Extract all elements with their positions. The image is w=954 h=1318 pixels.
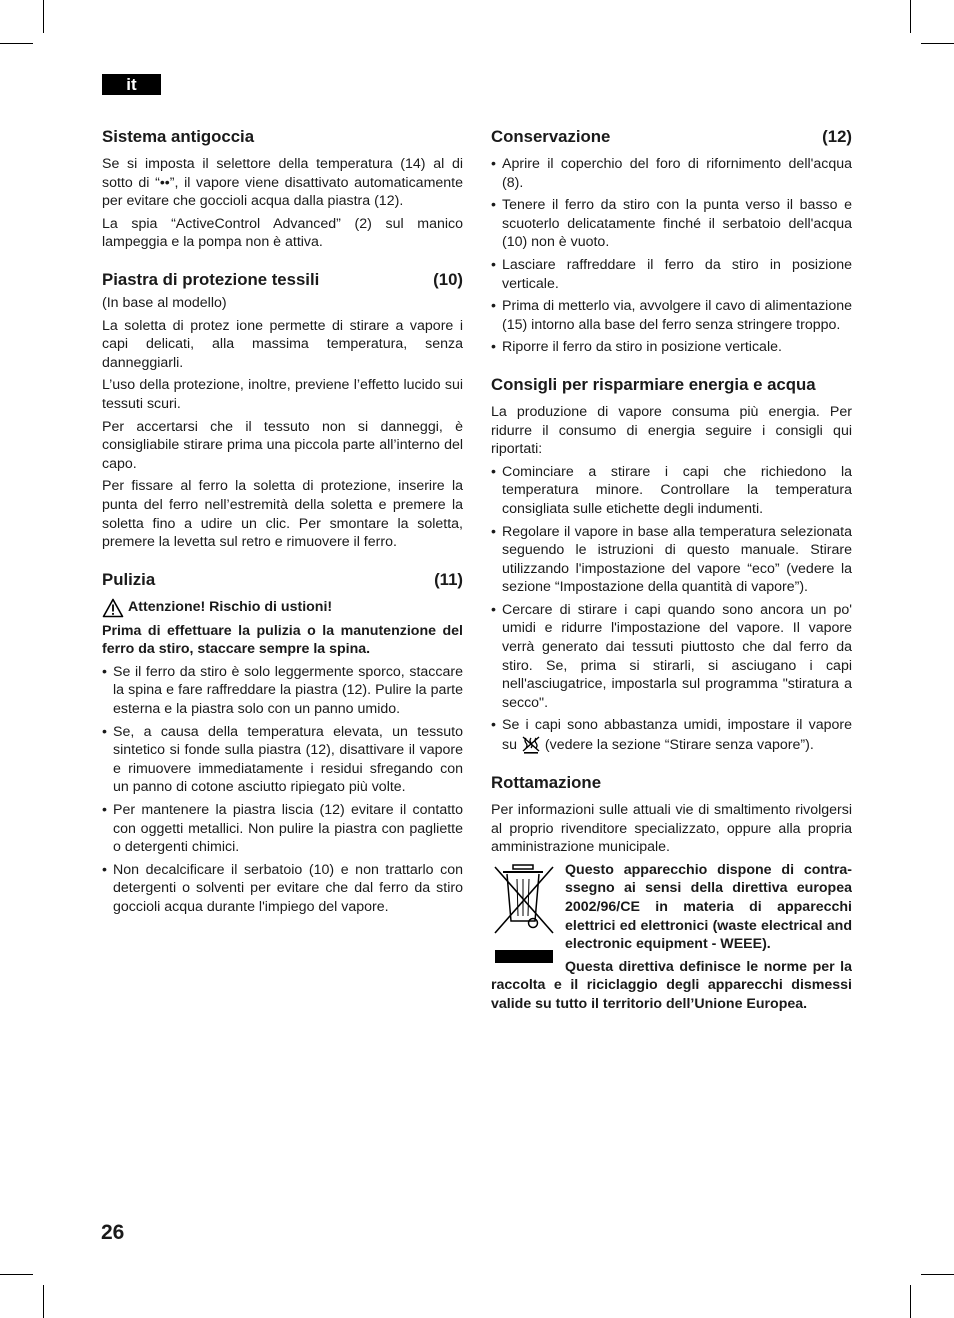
weee-figure [491, 861, 557, 964]
paragraph: La soletta di protez ione permette di stirare a vapore i capi delicati, alla massima temperatura, senza danneggiarli. [102, 317, 463, 371]
list-item-text: Se i capi sono abbastanza umidi, impostare il vapore su [502, 717, 852, 753]
section-title [491, 374, 852, 396]
section-title [102, 126, 463, 148]
paragraph: Prima di effettuare la pulizia o la manutenzione del ferro da stiro, staccare sempre la spina. [102, 622, 463, 658]
list-item: • Prima di metterlo via, avvolgere il cavo di alimentazione (15) intorno alla base del ferro senza stringere troppo. [491, 297, 852, 334]
crop-mark [921, 1274, 954, 1275]
paragraph: (In base al modello) [102, 294, 227, 311]
section-title-text: Conservazione [491, 127, 611, 146]
crop-mark [43, 1285, 44, 1318]
paragraph: La spia “ActiveControl Advanced” (2) sul manico lampeggia e la pompa non è attiva. [102, 215, 463, 251]
paragraph: Per informazioni sulle attuali vie di smaltimento rivolgersi al proprio rivenditore specializzato, oppure alla propria amministrazione municipale. [491, 802, 852, 856]
weee-bar [495, 950, 553, 963]
section-title-text: Pulizia [102, 569, 156, 589]
section-title [102, 269, 463, 291]
section-title-text: Consigli per risparmiare energia e acqua [491, 374, 816, 394]
section-disposal [491, 772, 852, 1018]
list-item: • Se il ferro da stiro è solo leggermente sporco, staccare la spina e fare raffreddare la piastra (12). Pulire la parte esterna e la piastra solo con un panno umido. [102, 663, 463, 719]
crop-mark [0, 43, 33, 44]
bullet-list [491, 155, 852, 357]
section-number: (10) [433, 269, 463, 289]
section-title-text: Rottamazione [491, 773, 602, 793]
list-item: • Lasciare raffreddare il ferro da stiro in posizione verticale. [491, 256, 852, 293]
list-item [491, 716, 852, 755]
list-item: • Tenere il ferro da stiro con la punta verso il basso e scuoterlo delicatamente finché il serbatoio dell'acqua (10) non è vuoto. [491, 196, 852, 252]
warning-notice [102, 598, 463, 618]
page-number: 26 [101, 1221, 125, 1244]
section-title-text: Sistema antigoccia [102, 127, 255, 146]
list-item: • Aprire il coperchio del foro di rifornimento dell'acqua (8). [491, 155, 852, 192]
list-item-text: (vedere la sezione “Stirare senza vapore”). [544, 736, 814, 753]
warning-text: Attenzione! Rischio di ustioni! [128, 599, 333, 616]
paragraph: L’uso della protezione, inoltre, previene l’effetto lucido sui tessuti scuri. [102, 377, 463, 412]
crop-mark [910, 0, 911, 33]
section-number: (11) [434, 569, 463, 589]
section-number: (12) [822, 127, 852, 146]
bullet-list [491, 463, 852, 755]
section-title [491, 126, 852, 148]
crossed-bin-icon [491, 861, 557, 937]
paragraph: Questo apparecchio dispone di contra-ssegno ai sensi della direttiva europea 2002/96/CE in materia di apparecchi elettrici ed elettronici (waste electrical and electronic equipment - WEEE). [565, 861, 852, 953]
crop-mark [910, 1285, 911, 1318]
list-item: • Regolare il vapore in base alla temperatura selezionata seguendo le istruzioni di questo manuale. Stirare utilizzando l'impostazione del vapore “eco” (vedere la sezione “Impostazione della quantità di vapore”). [491, 523, 852, 597]
list-item: • Cominciare a stirare i capi che richiedono la temperatura minore. Controllare la temperatura consigliata sulle etichette degli indumenti. [491, 463, 852, 519]
list-item: • Se, a causa della temperatura elevata, un tessuto sintetico si fonde sulla piastra (12), disattivare il vapore e rimuovere immediatamente i residui sfregando con un panno di cotone asciutto ripiegato più volte. [102, 723, 463, 797]
section-title-text: Piastra di protezione tessili [102, 269, 320, 289]
section-storage [491, 126, 852, 357]
paragraph: Questa direttiva definisce le norme per la raccolta e il riciclaggio degli apparecchi dismessi valide su tutto il territorio dell’Unione Europea. [491, 958, 852, 1012]
section-cleaning [102, 569, 463, 917]
section-title [102, 569, 463, 591]
crop-mark [0, 1274, 33, 1275]
section-title [491, 772, 852, 794]
right-column [491, 126, 852, 1018]
paragraph: La produzione di vapore consuma più energia. Per ridurre il consumo di energia seguire i consigli qui riportati: [491, 403, 852, 458]
list-item: • Riporre il ferro da stiro in posizione verticale. [491, 338, 852, 357]
list-item: • Per mantenere la piastra liscia (12) evitare il contatto con oggetti metallici. Non pulire la piastra con pagliette o detergenti chimici. [102, 801, 463, 857]
list-item: • Cercare di stirare i capi quando sono ancora un po' umidi e ridurre l'impostazione del vapore. Il vapore verrà generato dai tessuti piuttosto che dal ferro da stiro. Se, prima si stirarli, si asciugano i capi nell'asciugatrice, impostarla sul programma "stiratura a secco". [491, 601, 852, 713]
section-energy [491, 374, 852, 755]
bullet-list [102, 663, 463, 917]
paragraph: Se si imposta il selettore della temperatura (14) al di sotto di “••”, il vapore viene disattivato automaticamente per evitare che goccioli acqua dalla piastra (12). [102, 156, 463, 210]
section-protector [102, 269, 463, 552]
warning-triangle-icon [102, 598, 124, 618]
paragraph: Per fissare al ferro la soletta di protezione, inserire la punta del ferro nell’estremità della soletta e premere la soletta fino a udire un clic. Per smontare la soletta, premere la levetta sul retro e rimuovere il ferro. [102, 478, 463, 551]
left-column [102, 126, 463, 921]
crop-mark [43, 0, 44, 33]
weee-notice [491, 861, 852, 1018]
paragraph: Per accertarsi che il tessuto non si danneggi, è consigliabile stirare prima una piccola parte all’interno del capo. [102, 418, 463, 472]
list-item: • Non decalcificare il serbatoio (10) e non trattarlo con detergenti o solventi per evitare che dal ferro da stiro goccioli acqua durante l'impiego del vapore. [102, 861, 463, 917]
section-antidrip [102, 126, 463, 252]
language-tab: it [102, 74, 161, 95]
crop-mark [921, 43, 954, 44]
no-steam-icon [521, 735, 541, 755]
